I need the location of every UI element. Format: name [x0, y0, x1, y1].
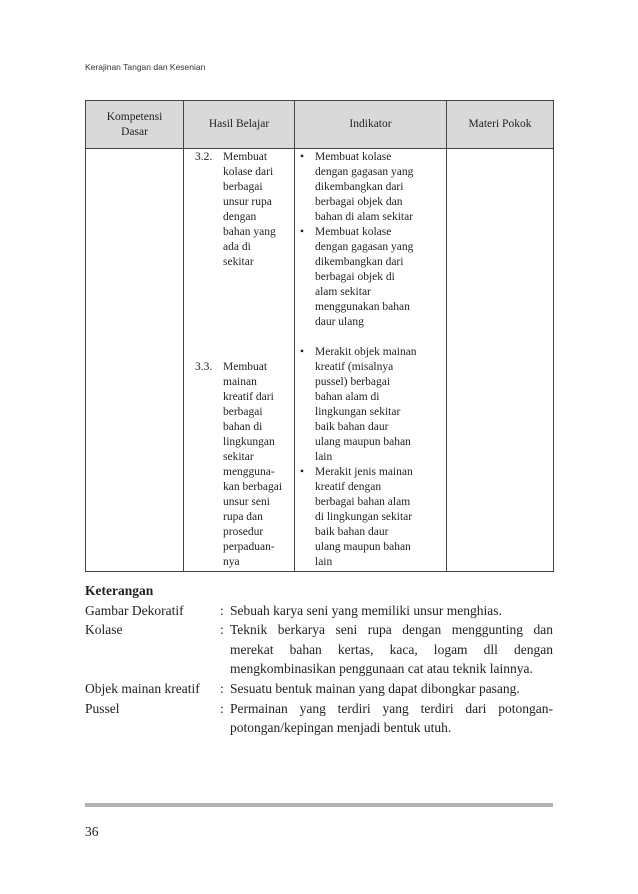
- text-line: ulang maupun bahan: [315, 436, 411, 448]
- text-line: bahan di: [223, 421, 263, 433]
- text-line: Membuat kolase: [315, 151, 392, 163]
- hasil-belajar-cell: [184, 149, 295, 572]
- kompetensi-dasar-cell: [86, 149, 184, 572]
- text-line: unsur rupa: [223, 196, 272, 208]
- glossary-colon: :: [220, 622, 224, 638]
- kompetensi-table: [85, 100, 554, 572]
- text-line: berbagai: [223, 181, 263, 193]
- hasil-belajar-number: 3.2.: [195, 151, 213, 163]
- header-kompetensi-dasar: Kompetensi Dasar: [86, 101, 184, 149]
- text-line: kreatif dengan: [315, 481, 382, 493]
- glossary-definition: Teknik berkarya seni rupa dengan menggunting dan merekat bahan kertas, kaca, logam dll dengan mengkombinasikan penggunaan cat atau teknik lainnya.: [230, 622, 553, 677]
- glossary-colon: :: [220, 680, 224, 696]
- hasil-belajar-text: [223, 360, 290, 570]
- glossary-definition: Permainan yang terdiri yang terdiri dari potongan-potongan/kepingan menjadi bentuk utuh.: [230, 700, 553, 736]
- text-line: di lingkungan sekitar: [315, 511, 413, 523]
- glossary-definition: Sesuatu bentuk mainan yang dapat dibongkar pasang.: [230, 680, 520, 696]
- text-line: prosedur: [223, 526, 264, 538]
- keterangan-section: [85, 581, 553, 738]
- glossary-definition: Sebuah karya seni yang memiliki unsur menghias.: [230, 602, 502, 618]
- text-line: Membuat kolase: [315, 226, 392, 238]
- text-line: dengan gagasan yang: [315, 166, 414, 178]
- text-line: mainan: [223, 376, 257, 388]
- text-line: berbagai: [223, 406, 263, 418]
- text-line: Membuat: [223, 361, 268, 373]
- header-hasil-belajar: Hasil Belajar: [184, 101, 295, 149]
- text-line: baik bahan daur: [315, 526, 389, 538]
- text-line: lain: [315, 451, 333, 463]
- glossary-term: Objek mainan kreatif: [85, 680, 200, 696]
- bullet-icon: •: [300, 226, 305, 238]
- text-line: lingkungan sekitar: [315, 406, 401, 418]
- text-line: lingkungan: [223, 436, 275, 448]
- text-line: rupa dan: [223, 511, 263, 523]
- table-header-row: [86, 101, 554, 149]
- text-line: sekitar: [223, 256, 254, 268]
- glossary-colon: :: [220, 700, 224, 716]
- text-line: dikembangkan dari: [315, 181, 404, 193]
- glossary-row: [85, 679, 553, 699]
- text-line: dengan: [223, 211, 257, 223]
- materi-pokok-cell: [447, 149, 554, 572]
- glossary-row: [85, 620, 553, 679]
- text-line: bahan yang: [223, 226, 276, 238]
- text-line: kreatif (misalnya: [315, 361, 394, 373]
- text-line: berbagai bahan alam: [315, 496, 411, 508]
- glossary-row: [85, 601, 553, 621]
- bullet-icon: •: [300, 151, 305, 163]
- glossary-term: Kolase: [85, 622, 123, 638]
- glossary-term: Gambar Dekoratif: [85, 602, 184, 618]
- text-line: Merakit objek mainan: [315, 346, 417, 358]
- text-line: dengan gagasan yang: [315, 241, 414, 253]
- text-line: unsur seni: [223, 496, 270, 508]
- text-line: berbagai objek di: [315, 271, 395, 283]
- hasil-belajar-text: [223, 150, 290, 270]
- hasil-belajar-number: 3.3.: [195, 361, 213, 373]
- text-line: mengguna-: [223, 466, 275, 478]
- glossary-colon: :: [220, 602, 224, 618]
- list-item: [300, 465, 443, 570]
- keterangan-title: Keterangan: [85, 583, 154, 598]
- hasil-belajar-item: [185, 360, 293, 570]
- text-line: kan berbagai: [223, 481, 283, 493]
- running-head: Kerajinan Tangan dan Kesenian: [85, 62, 206, 72]
- text-line: bahan alam di: [315, 391, 380, 403]
- text-line: ada di: [223, 241, 251, 253]
- text-line: sekitar: [223, 451, 254, 463]
- text-line: nya: [223, 556, 240, 568]
- text-line: kreatif dari: [223, 391, 274, 403]
- text-line: alam sekitar: [315, 286, 371, 298]
- text-line: ulang maupun bahan: [315, 541, 411, 553]
- text-line: lain: [315, 556, 333, 568]
- text-line: bahan di alam sekitar: [315, 211, 414, 223]
- text-line: daur ulang: [315, 316, 364, 328]
- hasil-belajar-item: [185, 150, 293, 270]
- text-line: baik bahan daur: [315, 421, 389, 433]
- text-line: Merakit jenis mainan: [315, 466, 413, 478]
- footer-rule: [85, 803, 553, 807]
- text-line: kolase dari: [223, 166, 274, 178]
- header-indikator: Indikator: [295, 101, 447, 149]
- text-line: pussel) berbagai: [315, 376, 391, 388]
- text-line: Membuat: [223, 151, 268, 163]
- text-line: perpaduan-: [223, 541, 275, 553]
- indikator-cell: [295, 149, 447, 572]
- text-line: berbagai objek dan: [315, 196, 403, 208]
- text-line: dikembangkan dari: [315, 256, 404, 268]
- bullet-icon: •: [300, 466, 305, 478]
- bullet-icon: •: [300, 346, 305, 358]
- header-materi-pokok: Materi Pokok: [447, 101, 554, 149]
- text-line: menggunakan bahan: [315, 301, 410, 313]
- list-item: [300, 225, 443, 330]
- indikator-list: [296, 150, 445, 570]
- list-item: [300, 150, 443, 225]
- page-number: 36: [85, 824, 99, 839]
- glossary-term: Pussel: [85, 700, 120, 716]
- glossary-row: [85, 699, 553, 738]
- table-row: [86, 149, 554, 572]
- list-item: [300, 345, 443, 465]
